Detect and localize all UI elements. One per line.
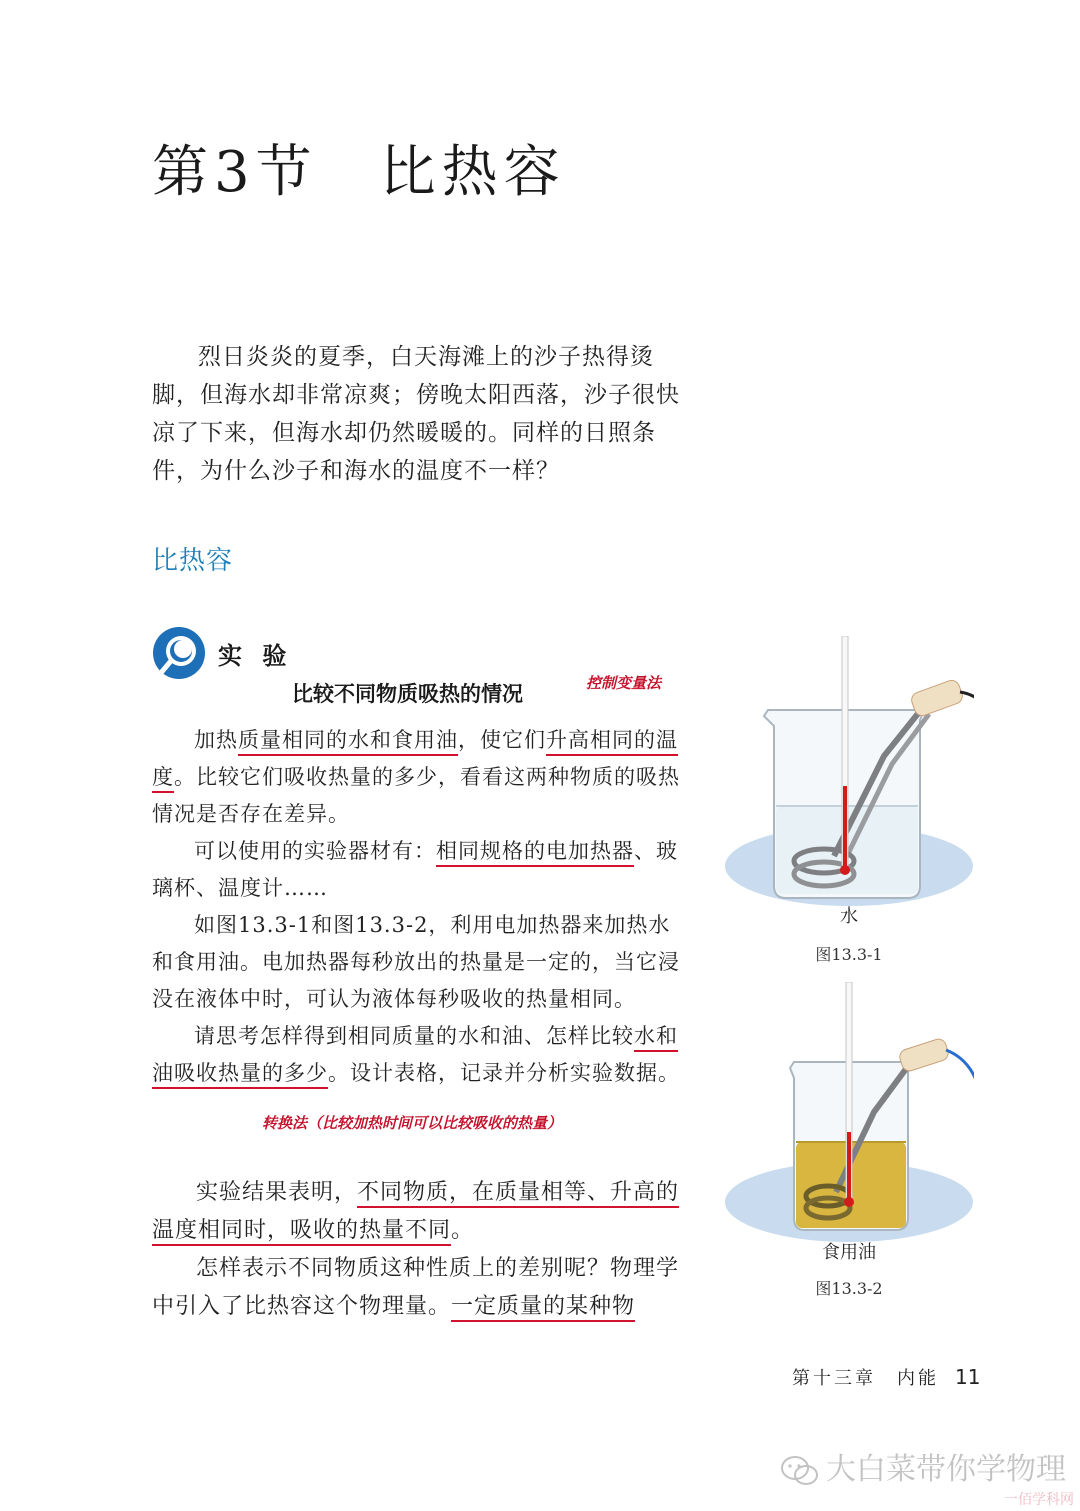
result-body xyxy=(152,1174,692,1326)
experiment-paragraph-4 xyxy=(152,1018,692,1092)
wechat-icon xyxy=(780,1455,820,1487)
underlined-text: 升高相同的温度 xyxy=(152,728,678,789)
result-paragraph-2 xyxy=(152,1250,692,1326)
text-span: 实验结果表明， xyxy=(196,1180,358,1205)
text-span: 可以使用的实验器材有： xyxy=(194,839,436,863)
text-span: 加热 xyxy=(194,728,238,752)
figure-label: 水 xyxy=(840,906,858,927)
figure-caption: 图13.3-2 xyxy=(815,1279,883,1298)
result-paragraph-1 xyxy=(152,1174,692,1250)
underlined-text: 相同规格的电加热器 xyxy=(436,839,634,863)
text-span: 怎样表示不同物质这种性质上的差别呢？物理学中引入了比热容这个物理量。 xyxy=(152,1256,680,1319)
experiment-paragraph-1 xyxy=(152,722,692,833)
chapter-name: 第十三章 内能 xyxy=(792,1368,939,1389)
experiment-label: 实 验 xyxy=(218,642,293,670)
experiment-paragraph-3: 如图13.3-1和图13.3-2，利用电加热器来加热水和食用油。电加热器每秒放出的热量是一定的，当它浸没在液体中时，可认为液体每秒吸收的热量相同。 xyxy=(152,913,680,1011)
figure-label: 食用油 xyxy=(822,1242,876,1263)
page-title: 第3节 比热容 xyxy=(152,140,566,205)
section-heading: 比热容 xyxy=(152,546,234,576)
text-span: ，使它们 xyxy=(458,728,546,752)
underlined-text: 不同物质，在质量相等、升高的温度相同时，吸收的热量不同 xyxy=(152,1180,680,1243)
experiment-paragraph-2 xyxy=(152,833,692,907)
underlined-text: 水和油吸收热量的多少 xyxy=(152,1024,678,1085)
text-span: 请思考怎样得到相同质量的水和油、怎样比较 xyxy=(194,1024,634,1048)
text-span: 。 xyxy=(451,1218,475,1243)
page-number: 11 xyxy=(955,1365,981,1389)
intro-text xyxy=(152,338,692,490)
figure-caption: 图13.3-1 xyxy=(815,945,883,964)
annotation-control-variable: 控制变量法 xyxy=(586,674,662,692)
watermark-text: 大白菜带你学物理 xyxy=(826,1452,1066,1487)
figure-oil xyxy=(724,982,974,1302)
text-span: 。比较它们吸收热量的多少，看看这两种物质的吸热情况是否存在差异。 xyxy=(152,765,680,826)
page-footer xyxy=(792,1364,980,1390)
annotation-conversion-method: 转换法（比较加热时间可以比较吸收的热量） xyxy=(262,1114,563,1132)
intro-paragraph: 烈日炎炎的夏季，白天海滩上的沙子热得烫脚，但海水却非常凉爽；傍晚太阳西落，沙子很快凉了下来，但海水却仍然暖暖的。同样的日照条件，为什么沙子和海水的温度不一样？ xyxy=(152,344,680,484)
text-span: 。设计表格，记录并分析实验数据。 xyxy=(328,1061,680,1085)
corner-watermark: 一佰学科网 xyxy=(1004,1492,1074,1508)
beaker-oil-illustration xyxy=(724,982,974,1252)
text-span: 、玻璃杯、温度计…… xyxy=(152,839,678,900)
magnifier-icon xyxy=(152,626,206,680)
figure-water xyxy=(724,636,974,966)
watermark xyxy=(780,1444,1066,1488)
experiment-body xyxy=(152,722,692,1092)
experiment-title: 比较不同物质吸热的情况 xyxy=(292,682,523,706)
underlined-text: 一定质量的某种物 xyxy=(451,1294,636,1319)
underlined-text: 质量相同的水和食用油 xyxy=(238,728,458,752)
beaker-water-illustration xyxy=(724,636,974,916)
